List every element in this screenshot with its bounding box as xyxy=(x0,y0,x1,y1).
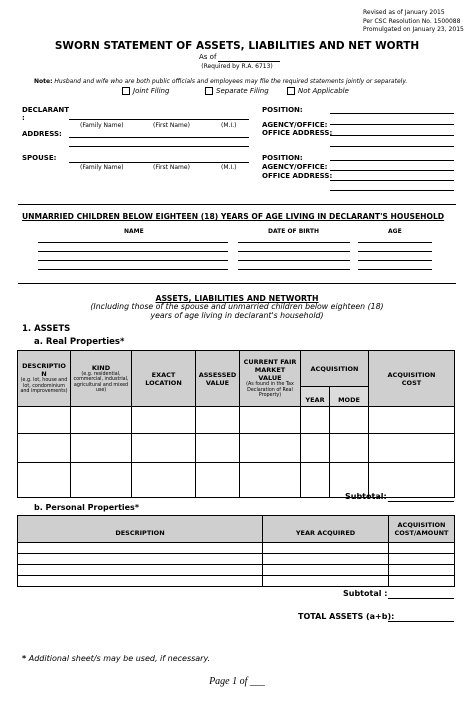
separate-filing-option[interactable] xyxy=(205,87,269,95)
col-exact-location-label-2: LOCATION xyxy=(145,378,182,387)
real-table-header-row xyxy=(18,351,455,387)
total-assets-field[interactable] xyxy=(388,621,454,622)
col-kind-label: KIND xyxy=(91,363,111,372)
spouse-agency-field[interactable] xyxy=(330,170,454,171)
cell[interactable] xyxy=(301,434,330,463)
cell[interactable] xyxy=(71,407,132,434)
col-pp-acquisition-cost-label-2: COST/AMOUNT xyxy=(394,529,449,537)
col-pp-acquisition-cost-label: ACQUISITION xyxy=(397,521,446,529)
personal-table-header-row xyxy=(18,516,455,543)
cell[interactable] xyxy=(18,576,263,587)
spouse-label: SPOUSE: xyxy=(22,154,57,162)
table-row[interactable] xyxy=(18,554,455,565)
aln-subtitle-1: (Including those of the spouse and unmarried children below eighteen (18) xyxy=(90,302,384,311)
cell[interactable] xyxy=(369,407,455,434)
declarant-office-address-field-2[interactable] xyxy=(330,146,454,147)
col-acquisition-label: ACQUISITION xyxy=(310,364,359,373)
declarant-office-address-label: OFFICE ADDRESS: xyxy=(262,129,333,137)
child-age-line[interactable] xyxy=(358,251,432,252)
col-kind-note: (e.g. residential, commercial, industrial, agricultural and mixed use) xyxy=(73,371,129,393)
note-text: Husband and wife who are both public officials and employees may file the required statements jointly or separately. xyxy=(54,78,408,85)
footnote-star: * xyxy=(22,654,27,663)
child-age-line[interactable] xyxy=(358,242,432,243)
spouse-office-address-label: OFFICE ADDRESS: xyxy=(262,172,333,180)
col-pp-description xyxy=(18,516,263,543)
not-applicable-label: Not Applicable xyxy=(298,87,349,95)
footnote xyxy=(22,654,210,663)
cell[interactable] xyxy=(71,434,132,463)
table-row[interactable] xyxy=(18,434,455,463)
page-title: SWORN STATEMENT OF ASSETS, LIABILITIES AND NET WORTH xyxy=(54,40,420,52)
child-age-line[interactable] xyxy=(358,260,432,261)
col-assessed-value-label-2: VALUE xyxy=(205,378,230,387)
col-pp-year-acquired xyxy=(263,516,389,543)
declarant-address-field[interactable] xyxy=(69,137,249,138)
cell[interactable] xyxy=(18,463,71,498)
spouse-mi-caption: (M.I.) xyxy=(221,164,237,171)
table-row[interactable] xyxy=(18,576,455,587)
child-name-line[interactable] xyxy=(38,251,228,252)
cell[interactable] xyxy=(263,576,389,587)
col-pp-year-acquired-label: YEAR ACQUIRED xyxy=(295,528,356,537)
col-description-label-2: N xyxy=(41,370,47,379)
cell[interactable] xyxy=(263,565,389,576)
revision-line-2: Per CSC Resolution No. 1500088 xyxy=(363,17,461,25)
cell[interactable] xyxy=(330,407,369,434)
not-applicable-checkbox[interactable] xyxy=(287,87,295,95)
cell[interactable] xyxy=(240,463,301,498)
declarant-name-field[interactable] xyxy=(69,119,249,120)
real-properties-heading: a. Real Properties* xyxy=(34,337,125,347)
children-section-title: UNMARRIED CHILDREN BELOW EIGHTEEN (18) YEARS OF AGE LIVING IN DECLARANT'S HOUSEHOLD xyxy=(22,212,445,221)
col-description-note: (e.g. lot, house and lot, condominium and improvements) xyxy=(20,378,68,395)
declarant-position-field[interactable] xyxy=(330,113,454,114)
not-applicable-option[interactable] xyxy=(287,87,349,95)
col-acquisition xyxy=(301,351,369,387)
declarant-first-name-caption: (First Name) xyxy=(153,122,190,129)
table-row[interactable] xyxy=(18,463,455,498)
declarant-family-name-caption: (Family Name) xyxy=(80,122,124,129)
col-exact-location xyxy=(132,351,196,407)
children-col-age: AGE xyxy=(388,228,402,235)
spouse-position-field[interactable] xyxy=(330,160,454,161)
cell[interactable] xyxy=(196,434,240,463)
col-mode-label: MODE xyxy=(338,396,360,404)
col-description-label: DESCRIPTIO xyxy=(22,362,66,371)
revision-line-3: Promulgated on January 23, 2015 xyxy=(363,26,464,33)
as-of-field[interactable] xyxy=(218,61,280,62)
cell[interactable] xyxy=(389,554,455,565)
col-assessed-value xyxy=(196,351,240,407)
total-assets-label: TOTAL ASSETS (a+b): xyxy=(298,612,395,621)
real-properties-table xyxy=(17,350,455,498)
declarant-agency-field[interactable] xyxy=(330,124,454,125)
col-market-value-label: CURRENT FAIR xyxy=(243,358,297,367)
personal-properties-heading: b. Personal Properties* xyxy=(34,503,140,512)
declarant-office-address-field[interactable] xyxy=(330,135,454,136)
children-col-dob: DATE OF BIRTH xyxy=(268,228,319,235)
note-label: Note: xyxy=(34,78,53,85)
cell[interactable] xyxy=(132,434,196,463)
section-divider xyxy=(18,204,456,205)
col-acquisition-cost xyxy=(369,351,455,407)
table-row[interactable] xyxy=(18,543,455,554)
col-pp-acquisition-cost xyxy=(389,516,455,543)
real-subtotal-label: Subtotal: xyxy=(345,492,387,501)
cell[interactable] xyxy=(389,576,455,587)
col-mode xyxy=(330,387,369,407)
col-year xyxy=(301,387,330,407)
table-row[interactable] xyxy=(18,407,455,434)
declarant-address-field-2[interactable] xyxy=(69,146,249,147)
spouse-family-name-caption: (Family Name) xyxy=(80,164,124,171)
spouse-position-label: POSITION: xyxy=(262,154,303,162)
col-pp-description-label: DESCRIPTION xyxy=(115,528,165,537)
joint-filing-checkbox[interactable] xyxy=(122,87,130,95)
declarant-address-label: ADDRESS: xyxy=(22,130,62,138)
cell[interactable] xyxy=(240,434,301,463)
joint-filing-option[interactable] xyxy=(122,87,169,95)
spouse-name-field[interactable] xyxy=(69,162,249,163)
child-dob-line[interactable] xyxy=(238,260,350,261)
declarant-colon: : xyxy=(22,114,25,122)
child-dob-line[interactable] xyxy=(238,269,350,270)
col-exact-location-label: EXACT xyxy=(151,370,176,379)
child-name-line[interactable] xyxy=(38,242,228,243)
col-market-value-label-2: MARKET xyxy=(254,366,286,375)
cell[interactable] xyxy=(369,434,455,463)
section-divider-2 xyxy=(18,283,456,284)
col-kind xyxy=(71,351,132,407)
cell[interactable] xyxy=(263,543,389,554)
personal-properties-table xyxy=(17,515,455,587)
child-age-line[interactable] xyxy=(358,269,432,270)
cell[interactable] xyxy=(330,434,369,463)
page-number: Page 1 of ___ xyxy=(209,676,265,687)
separate-filing-label: Separate Filing xyxy=(216,87,269,95)
child-dob-line[interactable] xyxy=(238,242,350,243)
revision-line-1: Revised as of January 2015 xyxy=(363,9,445,16)
col-year-label: YEAR xyxy=(305,396,325,404)
table-row[interactable] xyxy=(18,565,455,576)
col-description xyxy=(18,351,71,407)
child-dob-line[interactable] xyxy=(238,251,350,252)
children-col-name: NAME xyxy=(124,228,144,235)
cell[interactable] xyxy=(18,543,263,554)
aln-subtitle-2: years of age living in declarant's household) xyxy=(150,311,324,320)
col-acquisition-cost-label: ACQUISITION xyxy=(387,370,436,379)
col-assessed-value-label: ASSESSED xyxy=(198,370,237,379)
aln-title: ASSETS, LIABILITIES AND NETWORTH xyxy=(155,294,319,303)
cell[interactable] xyxy=(196,407,240,434)
spouse-first-name-caption: (First Name) xyxy=(153,164,190,171)
required-by-label: (Required by R.A. 6713) xyxy=(201,63,273,70)
personal-subtotal-field[interactable] xyxy=(388,598,454,599)
declarant-position-label: POSITION: xyxy=(262,106,303,114)
footnote-text: Additional sheet/s may be used, if necessary. xyxy=(28,654,211,663)
cell[interactable] xyxy=(132,463,196,498)
joint-filing-label: Joint Filing xyxy=(133,87,170,95)
cell[interactable] xyxy=(301,407,330,434)
child-name-line[interactable] xyxy=(38,260,228,261)
cell[interactable] xyxy=(389,565,455,576)
col-acquisition-cost-label-2: COST xyxy=(401,378,422,387)
cell[interactable] xyxy=(389,543,455,554)
cell[interactable] xyxy=(240,407,301,434)
spouse-agency-label: AGENCY/OFFICE: xyxy=(262,163,328,171)
cell[interactable] xyxy=(263,554,389,565)
cell[interactable] xyxy=(18,565,263,576)
col-market-value xyxy=(240,351,301,407)
child-name-line[interactable] xyxy=(38,269,228,270)
real-subtotal-field[interactable] xyxy=(388,501,454,502)
col-market-value-label-3: VALUE xyxy=(258,374,282,383)
declarant-agency-label: AGENCY/OFFICE: xyxy=(262,121,328,129)
note xyxy=(34,78,454,85)
cell[interactable] xyxy=(18,407,71,434)
col-market-value-note: (As found in the Tax Declaration of Real Property) xyxy=(246,382,294,399)
spouse-office-address-field[interactable] xyxy=(330,180,454,181)
cell[interactable] xyxy=(132,407,196,434)
cell[interactable] xyxy=(18,434,71,463)
cell[interactable] xyxy=(71,463,132,498)
assets-heading: 1. ASSETS xyxy=(22,324,71,334)
separate-filing-checkbox[interactable] xyxy=(205,87,213,95)
as-of-label: As of xyxy=(199,53,217,61)
cell[interactable] xyxy=(196,463,240,498)
cell[interactable] xyxy=(301,463,330,498)
revision-note xyxy=(363,9,464,35)
declarant-label: DECLARANT xyxy=(22,106,70,114)
cell[interactable] xyxy=(18,554,263,565)
spouse-office-address-field-2[interactable] xyxy=(330,190,454,191)
personal-subtotal-label: Subtotal : xyxy=(343,589,388,598)
declarant-mi-caption: (M.I.) xyxy=(221,122,237,129)
